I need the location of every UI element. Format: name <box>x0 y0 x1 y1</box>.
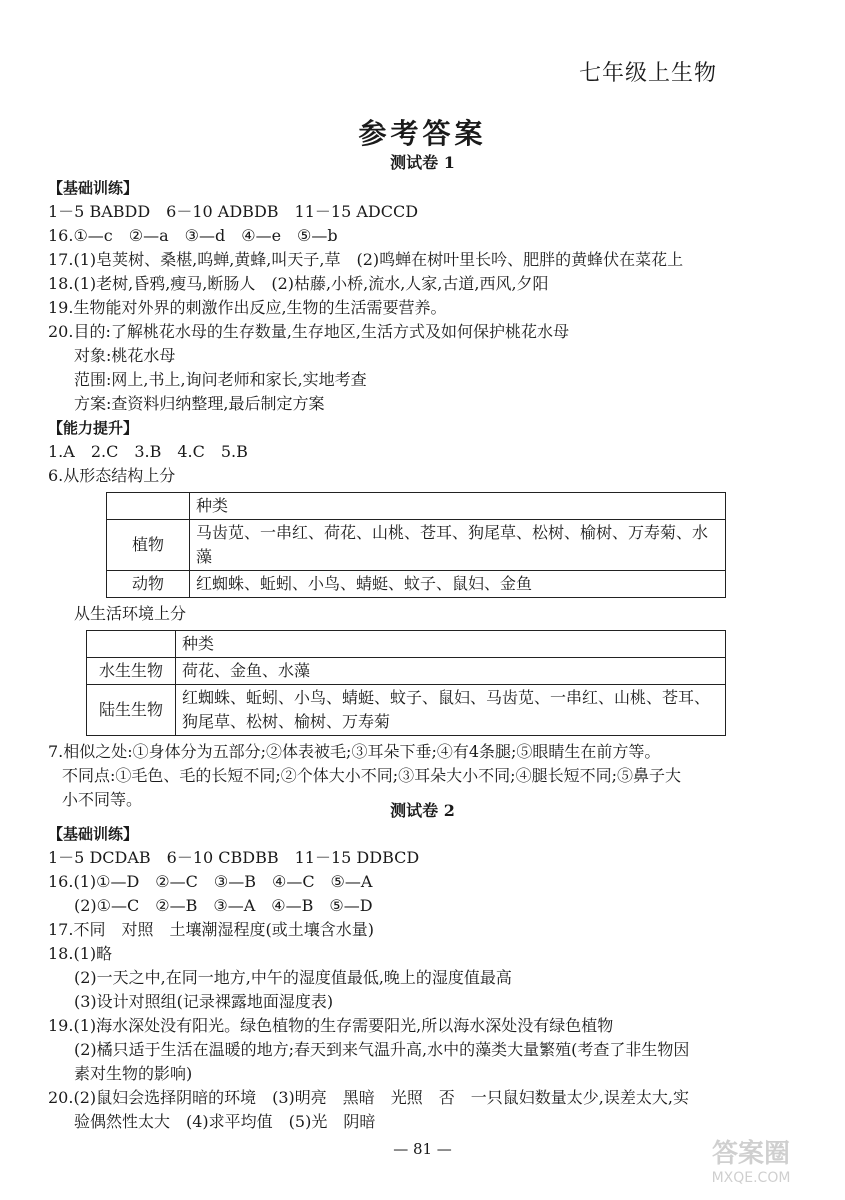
table-header-cell: 种类 <box>190 493 726 520</box>
page-number: — 81 — <box>393 1140 452 1158</box>
row-label: 陆生生物 <box>87 685 176 736</box>
answer-line: 16.①—c ②—a ③—d ④—e ⑤—b <box>48 226 338 245</box>
test2-title: 测试卷 2 <box>390 801 455 820</box>
table-corner-cell <box>87 631 176 658</box>
answer-subline: 不同点:①毛色、毛的长短不同;②个体大小不同;③耳朵大小不同;④腿长短不同;⑤鼻子大 <box>62 766 681 785</box>
row-label: 植物 <box>107 520 190 571</box>
answer-line: 19.(1)海水深处没有阳光。绿色植物的生存需要阳光,所以海水深处没有绿色植物 <box>48 1016 614 1035</box>
row-label: 动物 <box>107 571 190 598</box>
answer-line: 20.(2)鼠妇会选择阴暗的环境 (3)明亮 黑暗 光照 否 一只鼠妇数量太少,误差太大,实 <box>48 1088 689 1107</box>
table-header-row <box>107 493 726 520</box>
answer-subline: 素对生物的影响) <box>74 1064 193 1083</box>
basic-training-heading: 【基础训练】 <box>48 825 139 843</box>
row-label: 水生生物 <box>87 658 176 685</box>
answer-subline: 范围:网上,书上,询问老师和家长,实地考查 <box>74 370 367 389</box>
test1-content <box>48 176 748 812</box>
answer-line: 19.生物能对外界的刺激作出反应,生物的生活需要营养。 <box>48 298 447 317</box>
answer-subline: (2)①—C ②—B ③—A ④—B ⑤—D <box>74 896 373 915</box>
answer-line: 6.从形态结构上分 <box>48 466 176 485</box>
basic-training-heading: 【基础训练】 <box>48 179 139 197</box>
table-header-row <box>87 631 726 658</box>
answer-subline: (2)橘只适于生活在温暖的地方;春天到来气温升高,水中的藻类大量繁殖(考查了非生物因 <box>74 1040 690 1059</box>
answer-line: 7.相似之处:①身体分为五部分;②体表被毛;③耳朵下垂;④有4条腿;⑤眼睛生在前方等。 <box>48 742 661 761</box>
answer-subline: 从生活环境上分 <box>74 604 187 623</box>
answer-line: 1－5 DCDAB 6－10 CBDBB 11－15 DDBCD <box>48 848 420 867</box>
answer-subline: 对象:桃花水母 <box>74 346 176 365</box>
table-corner-cell <box>107 493 190 520</box>
answer-line: 20.目的:了解桃花水母的生存数量,生存地区,生活方式及如何保护桃花水母 <box>48 322 570 341</box>
answer-subline: 方案:查资料归纳整理,最后制定方案 <box>74 394 325 413</box>
watermark-logo <box>681 1132 821 1186</box>
test2-content <box>48 822 748 1134</box>
watermark-text: 答案圈 <box>711 1139 791 1169</box>
watermark-domain: MXQE.COM <box>711 1170 791 1186</box>
answer-subline: (3)设计对照组(记录裸露地面湿度表) <box>74 992 334 1011</box>
row-value: 红蜘蛛、蚯蚓、小鸟、蜻蜓、蚊子、鼠妇、金鱼 <box>190 571 726 598</box>
answer-subline: 小不同等。 <box>62 790 143 809</box>
row-value: 红蜘蛛、蚯蚓、小鸟、蜻蜓、蚊子、鼠妇、马齿苋、一串红、山桃、苍耳、狗尾草、松树、榆树、万寿菊 <box>176 685 726 736</box>
answer-line: 16.(1)①—D ②—C ③—B ④—C ⑤—A <box>48 872 373 891</box>
answer-line: 17.(1)皂荚树、桑椹,呜蝉,黄蜂,叫天子,草 (2)鸣蝉在树叶里长吟、肥胖的黄蜂伏在菜花上 <box>48 250 684 269</box>
answer-line: 1－5 BABDD 6－10 ADBDB 11－15 ADCCD <box>48 202 419 221</box>
classification-table-environment <box>86 630 726 736</box>
table-row <box>107 520 726 571</box>
answer-subline: 验偶然性太大 (4)求平均值 (5)光 阴暗 <box>74 1112 376 1131</box>
test1-title: 测试卷 1 <box>390 153 455 172</box>
ability-heading: 【能力提升】 <box>48 419 139 437</box>
answer-line: 18.(1)略 <box>48 944 113 963</box>
page-title: 参考答案 <box>358 117 487 150</box>
subject-header: 七年级上生物 <box>578 61 717 86</box>
table-row <box>87 685 726 736</box>
answer-subline: (2)一天之中,在同一地方,中午的湿度值最低,晚上的湿度值最高 <box>74 968 512 987</box>
table-row <box>87 658 726 685</box>
table-header-cell: 种类 <box>176 631 726 658</box>
answer-line: 1.A 2.C 3.B 4.C 5.B <box>48 442 248 461</box>
answer-line: 18.(1)老树,昏鸦,瘦马,断肠人 (2)枯藤,小桥,流水,人家,古道,西风,夕阳 <box>48 274 549 293</box>
row-value: 荷花、金鱼、水藻 <box>176 658 726 685</box>
row-value: 马齿苋、一串红、荷花、山桃、苍耳、狗尾草、松树、榆树、万寿菊、水藻 <box>190 520 726 571</box>
table-row <box>107 571 726 598</box>
answer-line: 17.不同 对照 土壤潮湿程度(或土壤含水量) <box>48 920 374 939</box>
classification-table-structure <box>106 492 726 598</box>
